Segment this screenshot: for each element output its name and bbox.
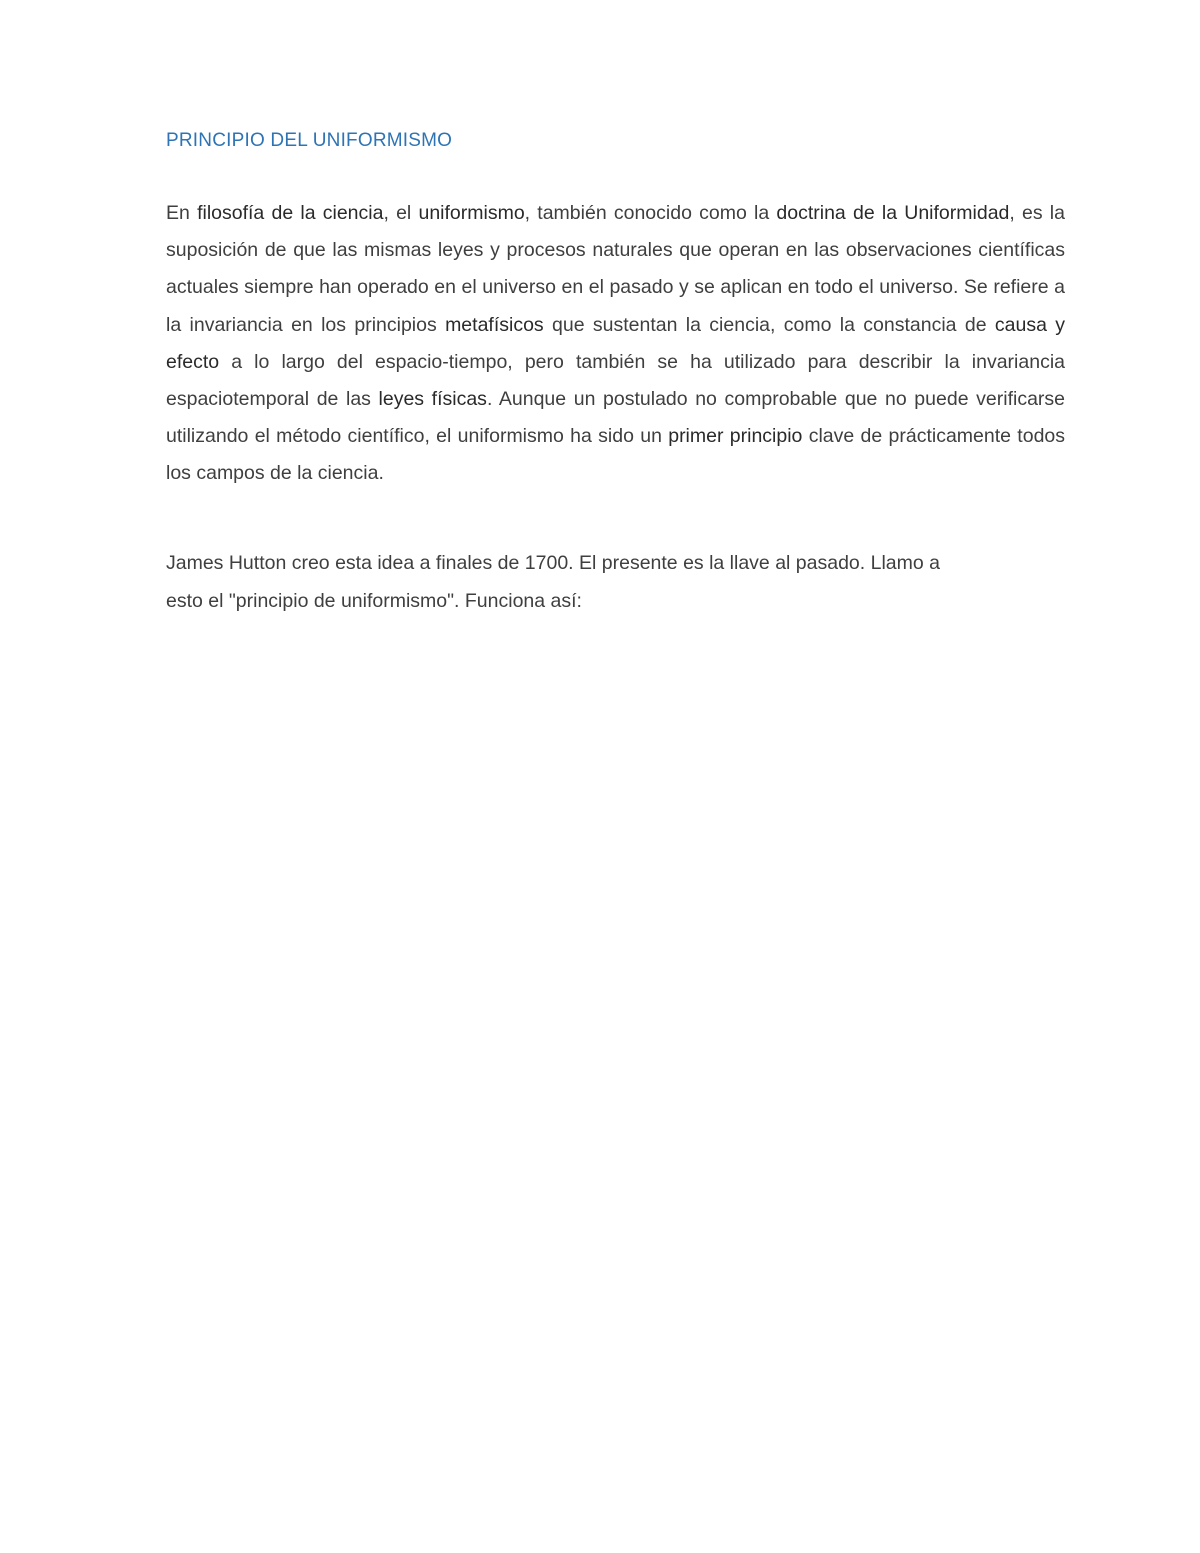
text-segment: . Aunque un postulado no comprobable que no puede verificarse utilizando el método científico, el uniformismo ha sido un (166, 388, 1065, 448)
paragraph-line-1: James Hutton creo esta idea a finales de 1700. El presente es la llave al pasado. Llamo a (166, 552, 940, 574)
text-segment: clave de prácticamente todos los campos de la ciencia. (166, 425, 1066, 485)
term-causa-y-efecto: causa y efecto (166, 313, 1065, 373)
body-paragraph-james-hutton (166, 545, 1065, 620)
term-leyes-fisicas: leyes físicas (378, 388, 487, 411)
term-filosofia-de-la-ciencia: filosofía de la ciencia (197, 202, 384, 224)
text-segment: , el (383, 202, 419, 224)
term-primer-principio: primer principio (668, 425, 803, 448)
text-segment: En (166, 202, 198, 224)
body-paragraph-uniformism-definition (166, 195, 1065, 493)
text-segment: que sustentan la ciencia, como la constancia de (543, 313, 995, 336)
term-uniformismo: uniformismo (418, 202, 525, 224)
term-doctrina-de-la-uniformidad: doctrina de la Uniformidad (776, 202, 1010, 224)
term-metafisicos: metafísicos (445, 313, 544, 336)
document-title: PRINCIPIO DEL UNIFORMISMO (166, 130, 453, 151)
text-segment: a lo largo del espacio-tiempo, pero también se ha utilizado para describir la invariancia espaciotemporal de las (166, 350, 1065, 411)
paragraph-line-2: esto el "principio de uniformismo". Funciona así: (166, 589, 582, 612)
text-segment: , también conocido como la (524, 202, 777, 224)
text-segment: , es la suposición de que las mismas leyes y procesos naturales que operan en las observaciones científicas actuales siempre han operado en el universo en el pasado y se aplican en todo el universo. Se refiere a la invariancia en los principios (166, 202, 1065, 336)
